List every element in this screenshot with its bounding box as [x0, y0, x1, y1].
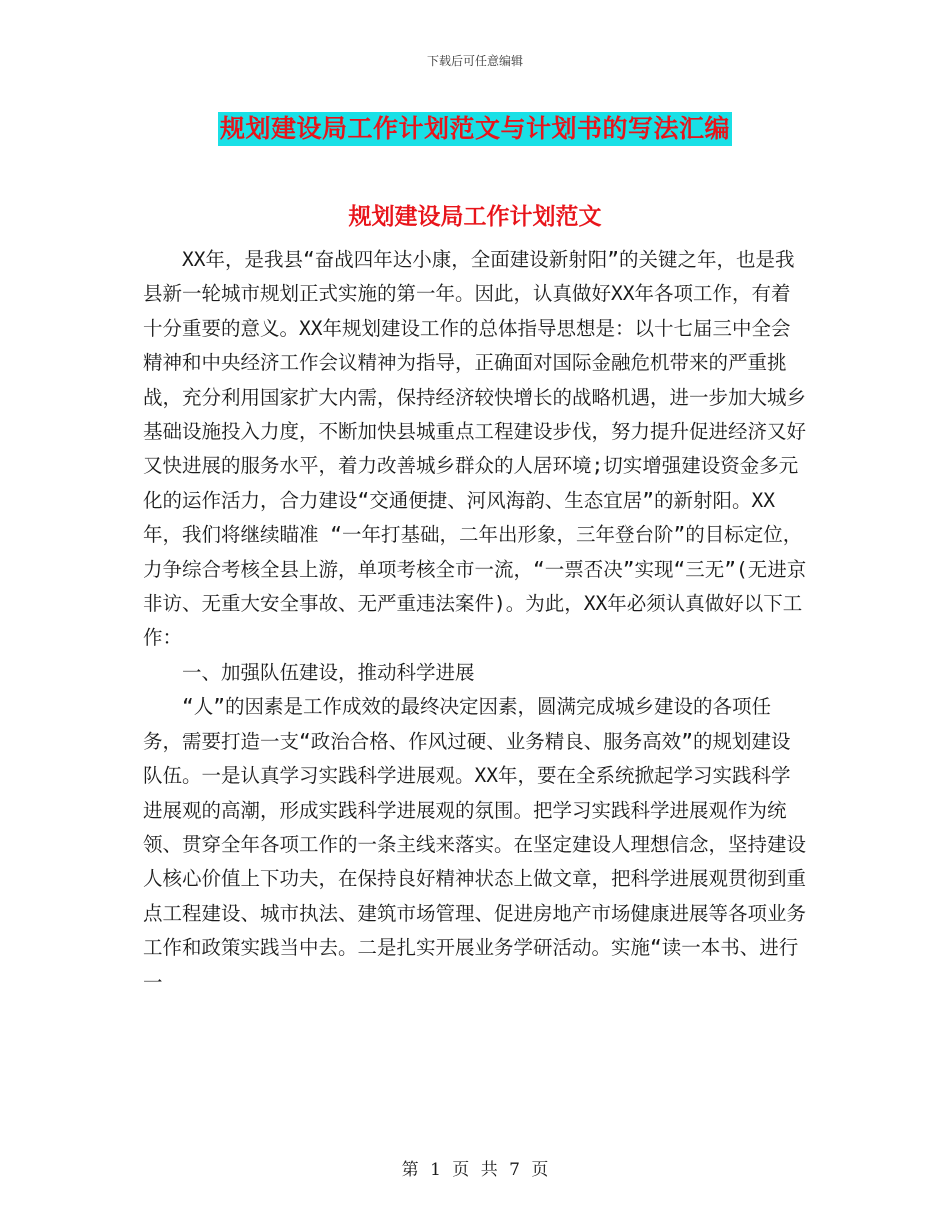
main-title	[0, 112, 950, 146]
paragraph-section-1: “人”的因素是工作成效的最终决定因素，圆满完成城乡建设的各项任务，需要打造一支“政治合格、作风过硬、业务精良、服务高效”的规划建设队伍。一是认真学习实践科学进展观。XX年，要在全系统掀起学习实践科学进展观的高潮，形成实践科学进展观的氛围。把学习实践科学进展观作为统领、贯穿全年各项工作的一条主线来落实。在坚定建设人理想信念，坚持建设人核心价值上下功夫，在保持良好精神状态上做文章，把科学进展观贯彻到重点工程建设、城市执法、建筑市场管理、促进房地产市场健康进展等各项业务工作和政策实践当中去。二是扎实开展业务学研活动。实施“读一本书、进行一	[143, 695, 807, 994]
main-title-text: 规划建设局工作计划范文与计划书的写法汇编	[218, 112, 732, 146]
document-body	[143, 243, 808, 1000]
paragraph-intro: XX年，是我县“奋战四年达小康，全面建设新射阳”的关键之年，也是我县新一轮城市规划正式实施的第一年。因此，认真做好XX年各项工作，有着十分重要的意义。XX年规划建设工作的总体指导思想是：以十七届三中全会精神和中央经济工作会议精神为指导，正确面对国际金融危机带来的严重挑战，充分利用国家扩大内需，保持经济较快增长的战略机遇，进一步加大城乡基础设施投入力度，不断加快县城重点工程建设步伐，努力提升促进经济又好又快进展的服务水平，着力改善城乡群众的人居环境;切实增强建设资金多元化的运作活力，合力建设“交通便捷、河风海韵、生态宜居”的新射阳。XX年，我们将继续瞄准 “一年打基础，二年出形象，三年登台阶”的目标定位，力争综合考核全县上游，单项考核全市一流，“一票否决”实现“三无”(无进京非访、无重大安全事故、无严重违法案件)。为此，XX年必须认真做好以下工作：	[143, 248, 807, 650]
header-note: 下载后可任意编辑	[426, 54, 523, 68]
sub-title: 规划建设局工作计划范文	[348, 203, 602, 230]
page-footer: 第 1 页 共 7 页	[401, 1160, 549, 1180]
section-heading: 一、加强队伍建设，推动科学进展	[182, 660, 475, 684]
